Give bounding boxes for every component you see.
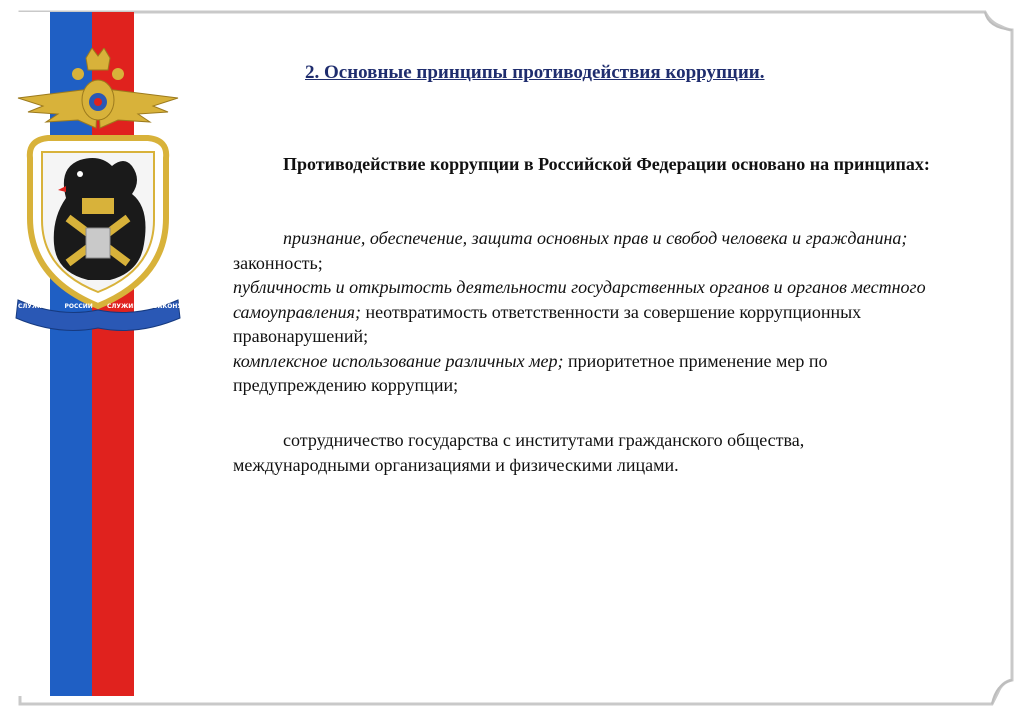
principle-plain-text: приоритетное применение мер по предупреждению коррупции;: [233, 350, 828, 395]
ribbon-word: СЛУЖИМ: [106, 303, 140, 310]
ribbon-word: РОССИИ: [64, 303, 93, 310]
ribbon-word: СЛУЖИМ: [18, 303, 51, 310]
police-emblem-icon: [8, 48, 188, 338]
principle-italic-text: признание, обеспечение, защита основных прав и свобод человека и гражданина;: [283, 228, 908, 248]
cooperation-paragraph: сотрудничество государства с институтами гражданского общества, международными организациями и физическими лицами.: [233, 430, 805, 475]
principle-item: [233, 226, 943, 275]
emblem-ribbon: [18, 303, 182, 310]
slide-title: 2. Основные принципы противодействия коррупции.: [305, 62, 765, 83]
principles-list: [233, 226, 943, 398]
ribbon-word: ЗАКОНУ: [153, 303, 182, 310]
principle-item: [233, 275, 943, 349]
principle-item: [233, 349, 943, 398]
intro-paragraph: Противодействие коррупции в Российской Федерации основано на принципах:: [283, 154, 930, 174]
principle-plain-text: неотвратимость ответственности за совершение коррупционных правонарушений;: [233, 301, 862, 346]
principle-plain-text: законность;: [233, 252, 323, 273]
principle-italic-text: комплексное использование различных мер;: [233, 350, 564, 371]
principle-italic-text: публичность и открытость деятельности государственных органов и органов местного самоуправления;: [233, 277, 926, 322]
